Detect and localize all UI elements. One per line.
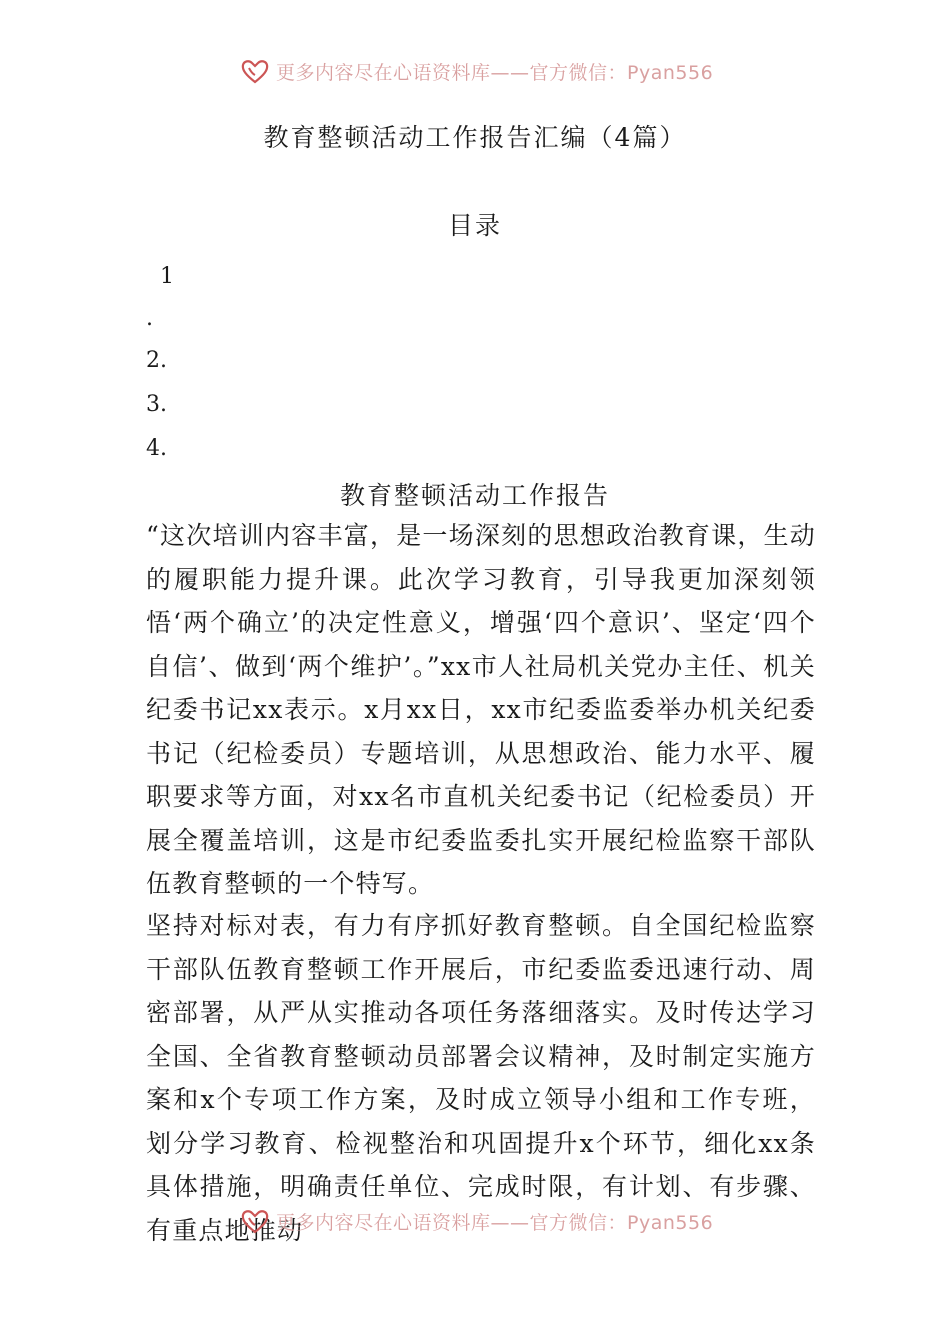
heart-logo-icon xyxy=(240,58,270,84)
document-title: 教育整顿活动工作报告汇编（4篇） xyxy=(263,123,687,152)
toc-heading: 目录 xyxy=(447,211,502,240)
article-paragraph: 坚持对标对表，有力有序抓好教育整顿。自全国纪检监察干部队伍教育整顿工作开展后，市纪委监委迅速行动、周密部署，从严从实推动各项任务落细落实。及时传达学习全国、全省教育整顿动员部署会议精神，及时制定实施方案和x个专项工作方案，及时成立领导小组和工作专班，划分学习教育、检视整治和巩固提升x个环节，细化xx条具体措施，明确责任单位、完成时限，有计划、有步骤、有重点地推动 xyxy=(146,911,816,1245)
article-title: 教育整顿活动工作报告 xyxy=(339,481,610,510)
toc-item: 4. xyxy=(146,436,167,461)
toc-item: 3. xyxy=(146,392,167,417)
article-paragraph: “这次培训内容丰富，是一场深刻的思想政治教育课，生动的履职能力提升课。此次学习教育，引导我更加深刻领悟‘两个确立’的决定性意义，增强‘四个意识’、坚定‘四个自信’、做到‘两个维护’。”xx市人社局机关党办主任、机关纪委书记xx表示。x月xx日，xx市纪委监委举办机关纪委书记（纪检委员）专题培训，从思想政治、能力水平、履职要求等方面，对xx名市直机关纪委书记（纪检委员）开展全覆盖培训，这是市纪委监委扎实开展纪检监察干部队伍教育整顿的一个特写。 xyxy=(146,521,816,898)
watermark-text: 更多内容尽在心语资料库——官方微信：Pyan556 xyxy=(276,61,714,84)
toc-item: 2. xyxy=(146,348,167,373)
toc-item: 1 xyxy=(160,264,174,289)
toc-item: . xyxy=(146,306,153,331)
watermark-text: 更多内容尽在心语资料库——官方微信：Pyan556 xyxy=(276,1211,714,1234)
heart-logo-icon xyxy=(240,1208,270,1234)
watermark-footer xyxy=(240,1206,713,1236)
watermark-header xyxy=(240,56,713,86)
